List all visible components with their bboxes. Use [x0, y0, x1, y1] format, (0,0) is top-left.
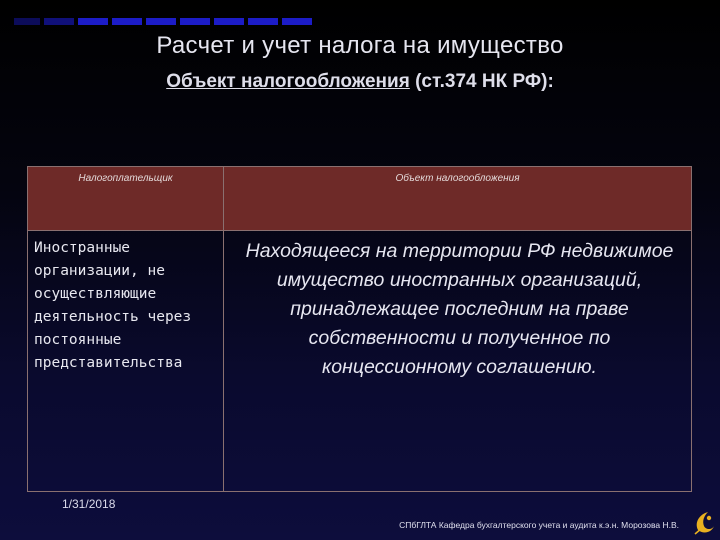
cell-taxpayer	[28, 231, 224, 492]
table-header-row	[28, 167, 692, 231]
slide-subtitle	[0, 71, 720, 93]
subtitle-underlined: Объект налогообложения	[166, 71, 410, 92]
header-cell-taxpayer	[28, 167, 224, 231]
slide-title: Расчет и учет налога на имущество	[156, 32, 564, 59]
object-text: Находящееся на территории РФ недвижимое имущество иностранных организаций, принадлежащее последним на праве собственности и полученное по концессионному соглашению.	[245, 240, 674, 378]
decorative-top-bars	[14, 18, 312, 26]
tax-object-table	[27, 166, 692, 492]
logo-icon	[692, 508, 716, 536]
taxpayer-text: Иностранные организации, не осуществляющие деятельность через постоянные представительства	[34, 240, 192, 371]
cell-object	[224, 231, 692, 492]
header-label-object: Объект налогообложения	[395, 173, 520, 184]
slide-date: 1/31/2018	[62, 497, 116, 511]
table-row	[28, 231, 692, 492]
footer-credit: СПбГЛТА Кафедра бухгалтерского учета и аудита к.э.н. Морозова Н.В.	[399, 520, 679, 530]
subtitle-rest: (ст.374 НК РФ):	[409, 71, 554, 92]
header-label-taxpayer: Налогоплательщик	[78, 173, 173, 184]
header-cell-object	[224, 167, 692, 231]
